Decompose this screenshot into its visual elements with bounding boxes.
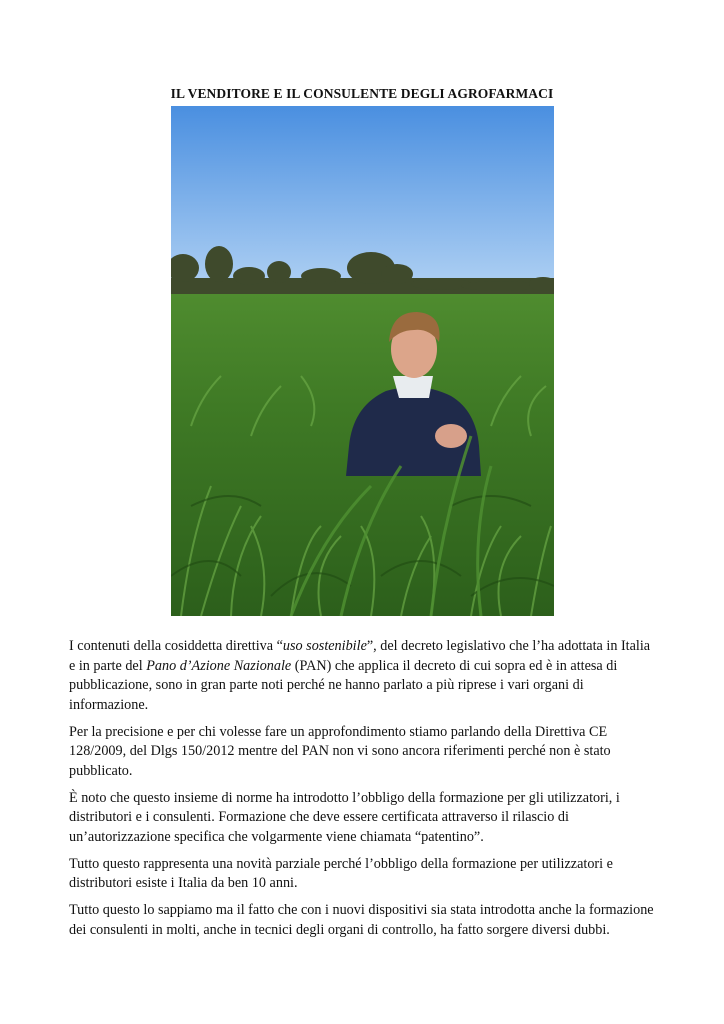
document-title: IL VENDITORE E IL CONSULENTE DEGLI AGROFARMACI — [170, 86, 554, 101]
paragraph-1: I contenuti della cosiddetta direttiva “uso sostenibile”, del decreto legislativo che l’ha adottata in Italia e in parte del Pano d’Azione Nazionale (PAN) che applica il decreto di cui sopra ed è in attesa di pubblicazione, sono in gran parte noti perché ne hanno parlato a più riprese i vari organi di informazione. — [69, 638, 651, 713]
paragraph-2: Per la precisione e per chi volesse fare un approfondimento stiamo parlando della Direttiva CE 128/2009, del Dlgs 150/2012 mentre del PAN non vi sono ancora riferimenti perché non è stato pubblicato. — [69, 723, 611, 779]
paragraph-5: Tutto questo lo sappiamo ma il fatto che con i nuovi dispositivi sia stata introdotta anche la formazione dei consulenti in molti, anche in tecnici degli organi di controllo, ha fatto sorgere diversi dubbi. — [69, 902, 654, 938]
article-body — [69, 637, 659, 948]
field-photo — [171, 106, 554, 616]
paragraph-4: Tutto questo rappresenta una novità parziale perché l’obbligo della formazione per utilizzatori e distributori esiste i Italia da ben 10 anni. — [69, 855, 613, 891]
paragraph-3: È noto che questo insieme di norme ha introdotto l’obbligo della formazione per gli utilizzatori, i distributori e i consulenti. Formazione che deve essere certificata attraverso il rilascio di un’autorizzazione specifica che volgarmente viene chiamata “patentino”. — [69, 789, 620, 845]
